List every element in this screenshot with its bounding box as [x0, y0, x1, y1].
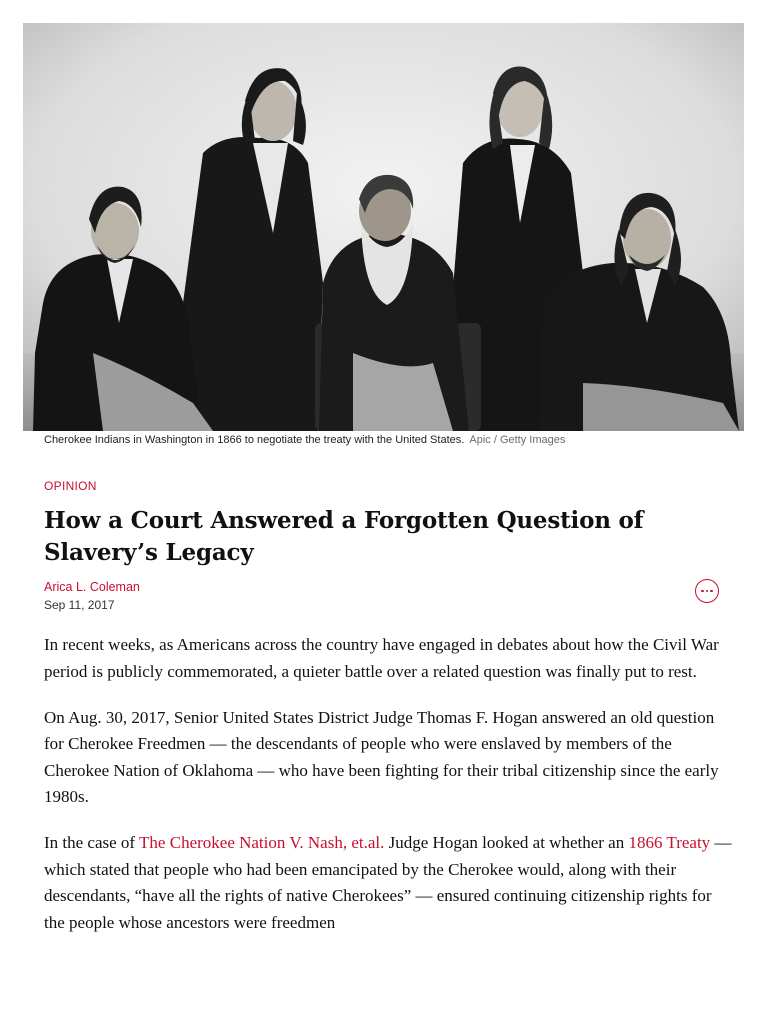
author-link[interactable]: Arica L. Coleman — [44, 580, 140, 594]
more-options-button[interactable] — [695, 579, 719, 603]
paragraph-3-text-1: In the case of — [44, 833, 140, 852]
article-body — [44, 632, 734, 956]
more-horizontal-icon-dot — [706, 590, 709, 593]
caption-text: Cherokee Indians in Washington in 1866 to negotiate the treaty with the United States. — [44, 434, 465, 446]
paragraph-3-text-2: Judge Hogan looked at whether an — [384, 833, 629, 852]
treaty-link[interactable]: 1866 Treaty — [628, 833, 711, 852]
case-link[interactable]: The Cherokee Nation V. Nash, et.al. — [139, 833, 385, 852]
photo-credit: Apic / Getty Images — [469, 434, 566, 446]
publish-date: Sep 11, 2017 — [44, 598, 115, 612]
photo-caption — [44, 433, 734, 448]
article-title: How a Court Answered a Forgotten Question of Slavery’s Legacy — [44, 507, 644, 566]
more-horizontal-icon-dot — [710, 590, 713, 593]
more-horizontal-icon — [701, 590, 704, 593]
paragraph-1: In recent weeks, as Americans across the country have engaged in debates about how the Civil War period is publicly commemorated, a quieter battle over a related question was finally put to rest. — [44, 635, 719, 681]
paragraph-3-text-3: — which stated that people who had been emancipated by the Cherokee would, along with their descendants, “have all the rights of native Cherokees” — ensured continuing citizenship rights for the people whose ancestors were freedmen — [44, 833, 732, 932]
hero-photo — [23, 23, 744, 431]
paragraph-2: On Aug. 30, 2017, Senior United States District Judge Thomas F. Hogan answered an old question for Cherokee Freedmen — the descendants of people who were enslaved by members of the Cherokee Nation of Oklahoma — who have been fighting for their tribal citizenship since the early 1980s. — [44, 707, 719, 806]
section-label[interactable]: OPINION — [44, 479, 97, 493]
paragraph-3 — [44, 830, 734, 936]
